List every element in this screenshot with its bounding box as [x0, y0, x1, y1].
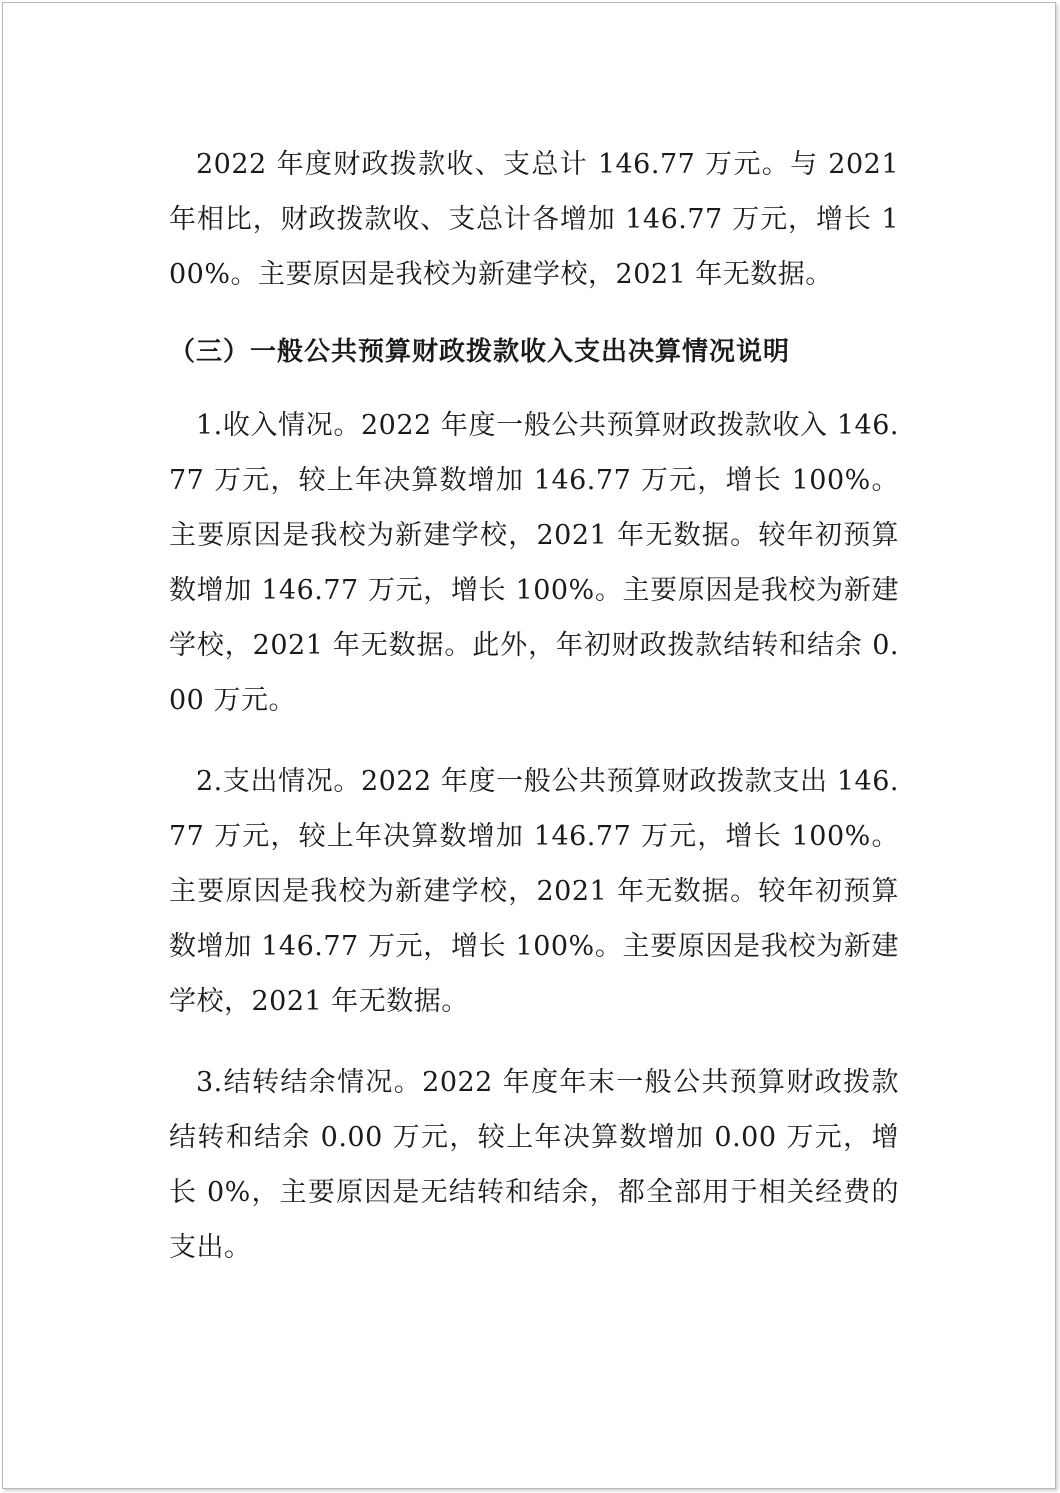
paragraph-income: 1.收入情况。2022 年度一般公共预算财政拨款收入 146.77 万元，较上年决算数增加 146.77 万元，增长 100%。主要原因是我校为新建学校，2021 年无数据。较年初预算数增加 146.77 万元，增长 100%。主要原因是我校为新建学校，2021 年无数据。此外，年初财政拨款结转和结余 0.00 万元。	[169, 410, 899, 716]
paragraph-total-appropriation: 2022 年度财政拨款收、支总计 146.77 万元。与 2021 年相比，财政拨款收、支总计各增加 146.77 万元，增长 100%。主要原因是我校为新建学校，2021 年无数据。	[169, 149, 899, 290]
paragraph-carryover: 3.结转结余情况。2022 年度年末一般公共预算财政拨款结转和结余 0.00 万元，较上年决算数增加 0.00 万元，增长 0%，主要原因是无结转和结余，都全部用于相关经费的支出。	[169, 1067, 899, 1263]
section-heading: （三）一般公共预算财政拨款收入支出决算情况说明	[169, 337, 791, 367]
document-page	[2, 2, 1056, 1489]
paragraph-expenditure: 2.支出情况。2022 年度一般公共预算财政拨款支出 146.77 万元，较上年决算数增加 146.77 万元，增长 100%。主要原因是我校为新建学校，2021 年无数据。较年初预算数增加 146.77 万元，增长 100%。主要原因是我校为新建学校，2021 年无数据。	[169, 766, 899, 1017]
document-body	[169, 137, 899, 1275]
